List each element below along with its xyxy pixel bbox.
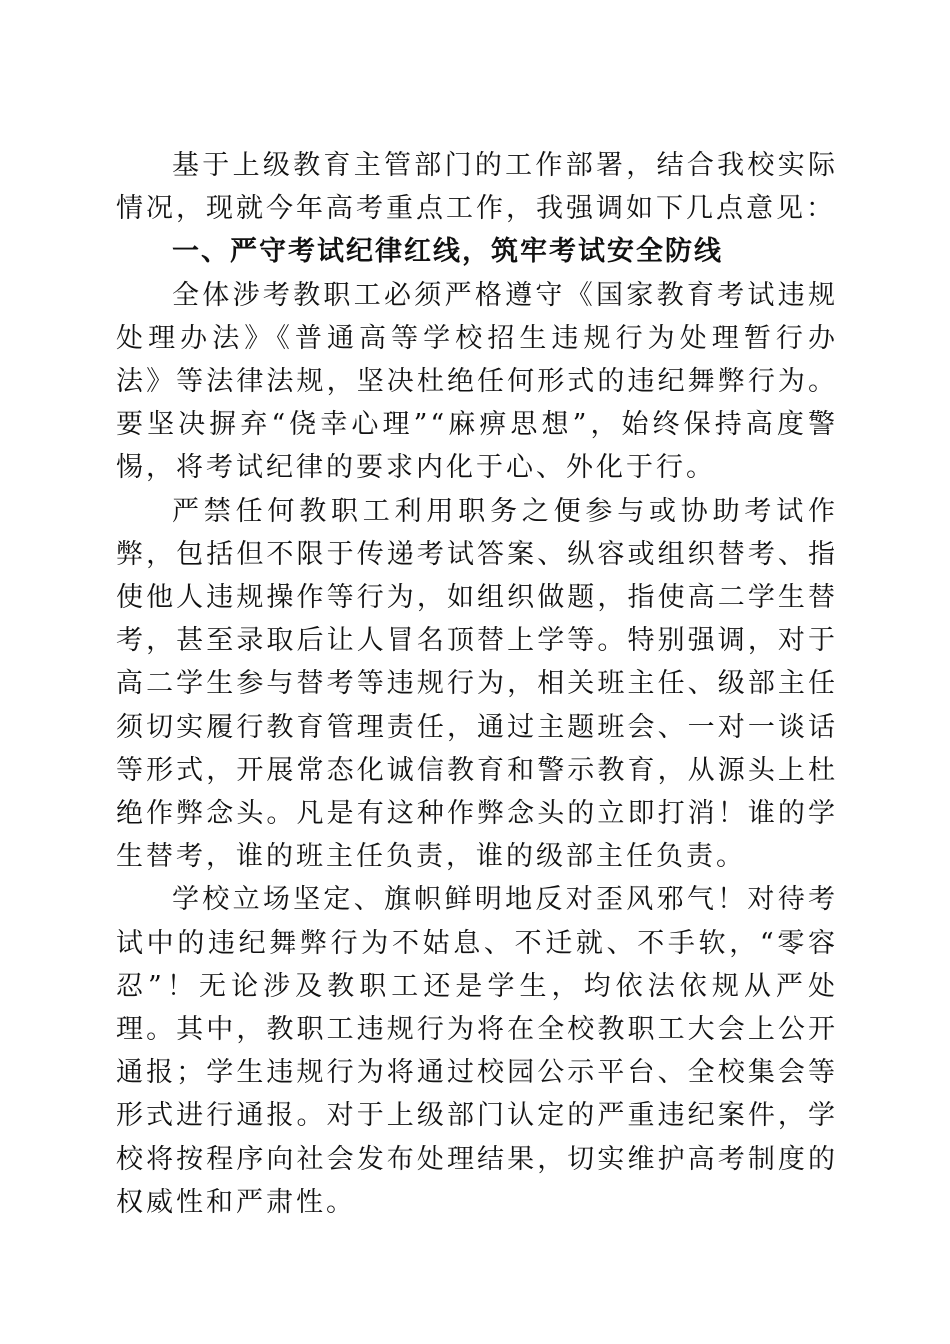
body-paragraph: 学校立场坚定、旗帜鲜明地反对歪风邪气！对待考试中的违纪舞弊行为不姑息、不迁就、不手软，“零容忍”！无论涉及教职工还是学生，均依法依规从严处理。其中，教职工违规行为将在全校教职工大会上公开通报；学生违规行为将通过校园公示平台、全校集会等形式进行通报。对于上级部门认定的严重违纪案件，学校将按程序向社会发布处理结果，切实维护高考制度的权威性和严肃性。 [116,884,838,1218]
document-body [116,144,838,1224]
body-paragraph: 全体涉考教职工必须严格遵守《国家教育考试违规处理办法》《普通高等学校招生违规行为处理暂行办法》等法律法规，坚决杜绝任何形式的违纪舞弊行为。要坚决摒弃“侥幸心理”“麻痹思想”，始终保持高度警惕，将考试纪律的要求内化于心、外化于行。 [116,279,838,484]
body-paragraph: 严禁任何教职工利用职务之便参与或协助考试作弊，包括但不限于传递考试答案、纵容或组织替考、指使他人违规操作等行为，如组织做题，指使高二学生替考，甚至录取后让人冒名顶替上学等。特别强调，对于高二学生参与替考等违规行为，相关班主任、级部主任须切实履行教育管理责任，通过主题班会、一对一谈话等形式，开展常态化诚信教育和警示教育，从源头上杜绝作弊念头。凡是有这种作弊念头的立即打消！谁的学生替考，谁的班主任负责，谁的级部主任负责。 [116,495,838,873]
section-heading: 一、严守考试纪律红线，筑牢考试安全防线 [172,236,723,268]
intro-paragraph: 基于上级教育主管部门的工作部署，结合我校实际情况，现就今年高考重点工作，我强调如下几点意见： [116,150,838,225]
